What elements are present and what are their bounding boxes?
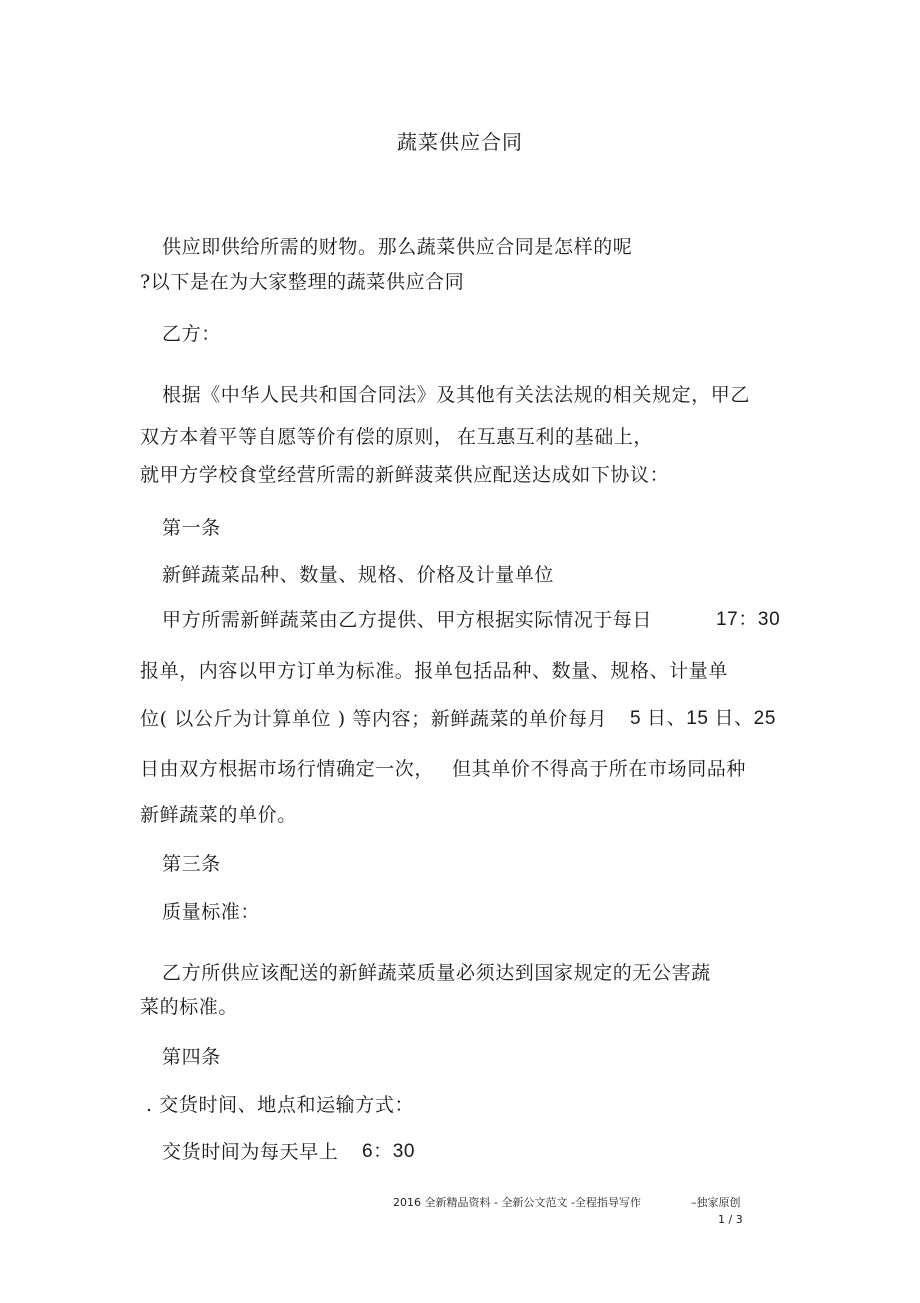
basis-line-2b: 在互惠互利的基础上，	[457, 426, 654, 448]
page-number: 1 / 3	[718, 1213, 743, 1226]
article-4-delivery-time: 6：30	[362, 1141, 416, 1162]
basis-line-3: 就甲方学校食堂经营所需的新鲜菠菜供应配送达成如下协议：	[140, 464, 670, 486]
footer-suffix: –独家原创	[691, 1196, 741, 1209]
article-1-heading: 第一条	[162, 517, 221, 539]
article-1-para-line-2: 报单，内容以甲方订单为标准。报单包括品种、数量、规格、计量单	[140, 660, 729, 682]
article-1-para-line-1: 甲方所需新鲜蔬菜由乙方提供、甲方根据实际情况于每日	[162, 609, 653, 631]
article-1-para-line-3: 位( 以公斤为计算单位 ) 等内容；新鲜蔬菜的单价每月	[140, 708, 608, 730]
article-3-heading: 第三条	[162, 853, 221, 875]
article-1-para-line-5: 新鲜蔬菜的单价。	[140, 804, 297, 826]
article-1-price-dates: 5 日、15 日、25	[630, 708, 776, 729]
intro-line-1: 供应即供给所需的财物。那么蔬菜供应合同是怎样的呢	[162, 236, 633, 258]
article-1-para-line-4a: 日由双方根据市场行情确定一次，	[140, 758, 435, 780]
basis-line-1: 根据《中华人民共和国合同法》及其他有关法法规的相关规定，甲乙	[162, 384, 751, 406]
article-1-para-line-4b: 但其单价不得高于所在市场同品种	[452, 758, 747, 780]
article-4-para-line-1: 交货时间为每天早上	[162, 1141, 339, 1163]
article-4-subject: . 交货时间、地点和运输方式：	[146, 1094, 415, 1116]
article-1-report-time: 17：30	[716, 609, 781, 630]
footer-tagline: 2016 全新精品资料 - 全新公文范文 -全程指导写作	[393, 1196, 641, 1209]
basis-line-2a: 双方本着平等自愿等价有偿的原则，	[140, 426, 454, 448]
article-3-para-line-2: 菜的标准。	[140, 996, 239, 1018]
article-3-subject: 质量标准：	[162, 901, 261, 923]
party-b-label: 乙方：	[162, 323, 221, 345]
article-4-heading: 第四条	[162, 1046, 221, 1068]
intro-line-2: ?以下是在为大家整理的蔬菜供应合同	[140, 271, 465, 293]
article-1-subject: 新鲜蔬菜品种、数量、规格、价格及计量单位	[162, 564, 555, 586]
document-title: 蔬菜供应合同	[397, 130, 523, 154]
article-3-para-line-1: 乙方所供应该配送的新鲜蔬菜质量必须达到国家规定的无公害蔬	[162, 962, 711, 984]
